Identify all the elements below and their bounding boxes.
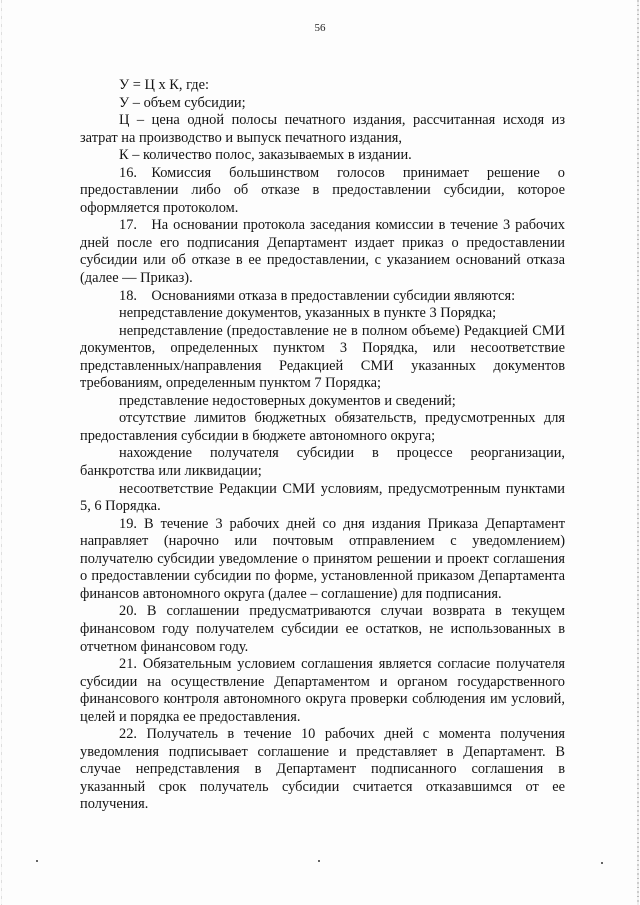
paragraph-19: 19. В течение 3 рабочих дней со дня издания Приказа Департамент направляет (нарочно или почтовым отправлением с уведомлением) получателю субсидии уведомление о принятом решении и проект соглашения о предоставлении субсидии по форме, установленной приказом Департамента финансов автономного округа (далее – соглашение) для подписания. bbox=[80, 515, 565, 602]
paragraph-20: 20. В соглашении предусматриваются случаи возврата в текущем финансовом году получателем субсидии ее остатков, не использованных в отчетном финансовом году. bbox=[80, 603, 565, 655]
list-item: отсутствие лимитов бюджетных обязательств, предусмотренных для предоставления субсидии в бюджете автономного округа; bbox=[80, 410, 565, 444]
list-item: непредставление документов, указанных в пункте 3 Порядка; bbox=[119, 305, 497, 322]
page-number: 56 bbox=[314, 22, 326, 34]
paragraph-formula: У = Ц х К, где: bbox=[119, 77, 209, 93]
scan-speck bbox=[36, 860, 38, 862]
paragraph-21: 21. Обязательным условием соглашения является согласие получателя субсидии на осуществление Департаментом и органом государственного финансового контроля автономного округа проверки соблюдения им условий, целей и порядка ее предоставления. bbox=[80, 656, 565, 725]
paragraph-definition-c: Ц – цена одной полосы печатного издания, рассчитанная исходя из затрат на производство и выпуск печатного издания, bbox=[80, 112, 565, 146]
paragraph-definition-k: К – количество полос, заказываемых в издании. bbox=[119, 147, 412, 164]
scan-speck bbox=[601, 862, 603, 864]
paragraph-18: 18. Основаниями отказа в предоставлении субсидии являются: bbox=[119, 287, 516, 304]
scan-speck bbox=[318, 860, 320, 862]
list-item: несоответствие Редакции СМИ условиям, предусмотренным пунктами 5, 6 Порядка. bbox=[80, 480, 565, 515]
paragraph-16: 16. Комиссия большинством голосов принимает решение о предоставлении либо об отказе в предоставлении субсидии, которое оформляется протоколом. bbox=[80, 164, 565, 216]
list-item: непредставление (предоставление не в полном объеме) Редакцией СМИ документов, определенных пунктом 3 Порядка, или несоответствие представленных/направления Редакцией СМИ указанных документов требованиям, определенным пунктом 7 Порядка; bbox=[80, 322, 565, 392]
paragraph-definition-u: У – объем субсидии; bbox=[119, 94, 246, 111]
scan-edge-right bbox=[637, 0, 639, 905]
paragraph-22: 22. Получатель в течение 10 рабочих дней с момента получения уведомления подписывает соглашение и представляет в Департамент. В случае непредставления в Департамент подписанного соглашения в указанный срок получатель субсидии считается отказавшимся от ее получения. bbox=[80, 726, 565, 813]
body-text bbox=[80, 77, 565, 814]
scan-edge-left bbox=[1, 0, 2, 905]
list-item: представление недостоверных документов и сведений; bbox=[119, 392, 456, 409]
list-item: нахождение получателя субсидии в процессе реорганизации, банкротства или ликвидации; bbox=[80, 445, 565, 480]
paragraph-17: 17. На основании протокола заседания комиссии в течение 3 рабочих дней после его подписания Департамент издает приказ о предоставлении субсидии или об отказе в ее предоставлении, с указанием оснований отказа (далее — Приказ). bbox=[80, 217, 565, 287]
